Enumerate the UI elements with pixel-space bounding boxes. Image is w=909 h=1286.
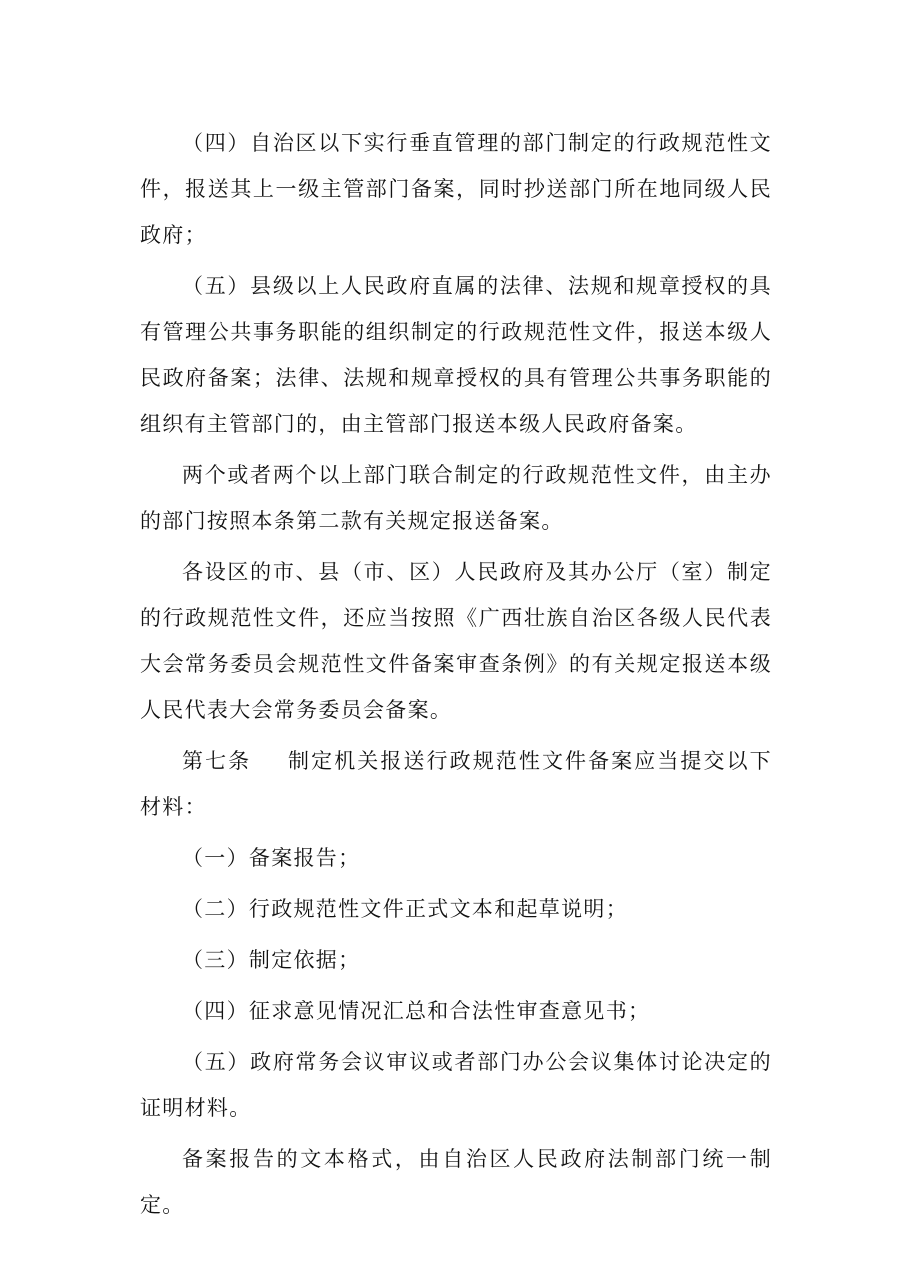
paragraph-report-format: 备案报告的文本格式，由自治区人民政府法制部门统一制定。 — [140, 1147, 772, 1217]
paragraph-material-2: （二）行政规范性文件正式文本和起草说明； — [182, 897, 628, 921]
document-body — [140, 120, 772, 1233]
paragraph-item-5-authorized-organizations: （五）县级以上人民政府直属的法律、法规和规章授权的具有管理公共事务职能的组织制定的行政规范性文件，报送本级人民政府备案；法律、法规和规章授权的具有管理公共事务职能的组织有主管部门的，由主管部门报送本级人民政府备案。 — [140, 274, 772, 436]
paragraph-material-1: （一）备案报告； — [182, 846, 361, 870]
paragraph-material-4: （四）征求意见情况汇总和合法性审查意见书； — [182, 999, 651, 1023]
article-7-text: 制定机关报送行政规范性文件备案应当提交以下材料： — [140, 749, 772, 819]
article-number: 第七条 — [182, 749, 252, 773]
paragraph-item-4-vertical-management: （四）自治区以下实行垂直管理的部门制定的行政规范性文件，报送其上一级主管部门备案，同时抄送部门所在地同级人民政府； — [140, 131, 772, 247]
paragraph-article-7 — [140, 738, 772, 830]
paragraph-material-5: （五）政府常务会议审议或者部门办公会议集体讨论决定的证明材料。 — [140, 1050, 772, 1120]
paragraph-municipal-county-filing: 各设区的市、县（市、区）人民政府及其办公厅（室）制定的行政规范性文件，还应当按照《广西壮族自治区各级人民代表大会常务委员会规范性文件备案审查条例》的有关规定报送本级人民代表大会常务委员会备案。 — [140, 560, 772, 722]
paragraph-material-3: （三）制定依据； — [182, 948, 361, 972]
paragraph-joint-documents: 两个或者两个以上部门联合制定的行政规范性文件，由主办的部门按照本条第二款有关规定报送备案。 — [140, 463, 772, 533]
